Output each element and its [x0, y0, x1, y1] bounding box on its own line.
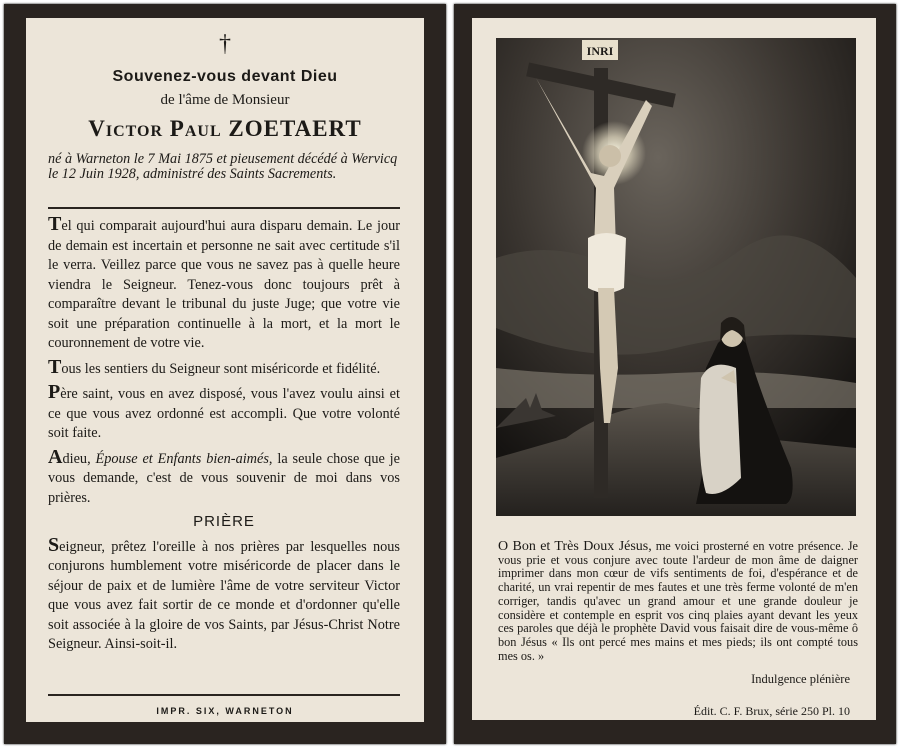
- deceased-first-names: Victor Paul: [88, 116, 222, 141]
- indulgence-note: Indulgence plénière: [751, 672, 850, 686]
- cross-icon: †: [219, 31, 231, 57]
- prayer-text: O Bon et Très Doux Jésus, me voici prosterné en votre présence. Je vous prie et vous conjure avec toute l'ardeur de mon âme de daigner imprimer dans mon cœur de vifs sentiments de foi, d'espérance et de charité, un vrai repentir de mes fautes et une très ferme volonté de m'en corriger, tandis qu'avec un grand amour et une grande douleur je considère et contemple en esprit vos cinq plaies ayant devant les yeux ces paroles que déjà le prophète David vous faisait dire de vous-même ô bon Jésus « Ils ont percé mes mains et mes pieds; ils ont compté tous mes os. »: [498, 539, 858, 663]
- paragraph: Père saint, vous en avez disposé, vous l'avez voulu ainsi et ce que vous avez ordonné est accompli. Que votre volonté soit faite.: [48, 381, 400, 441]
- prayer-lead: O Bon et Très Doux Jésus,: [498, 539, 652, 554]
- christ-head: [599, 145, 621, 167]
- drop-cap: T: [48, 355, 62, 378]
- inri-text: INRI: [586, 44, 614, 58]
- holy-card: [454, 4, 896, 744]
- holy-card-paper: [472, 18, 876, 720]
- divider: [48, 207, 400, 209]
- priere-title: PRIÈRE: [193, 513, 255, 530]
- divider: [48, 694, 400, 696]
- crucifixion-illustration: [496, 38, 856, 516]
- paragraph: Tel qui comparait aujourd'hui aura disparu demain. Le jour de demain est incertain et personne ne sait avec certitude s'il le verra. Veillez parce que vous ne savez pas à quelle heure viendra le Seigneur. Tenez-vous donc toujours prêt à comparaître devant le tribunal du juste Juge; que votre vie soit une préparation continuelle à la mort, et la mort le couronnement de votre vie.: [48, 213, 400, 351]
- memorial-subheading: de l'âme de Monsieur: [160, 92, 290, 108]
- paragraph: Tous les sentiers du Seigneur sont miséricorde et fidélité.: [48, 355, 381, 378]
- memorial-heading: Souvenez-vous devant Dieu: [112, 68, 338, 85]
- memorial-text: [48, 215, 400, 659]
- printer-credit: IMPR. SIX, WARNETON: [156, 706, 294, 716]
- drop-cap: T: [48, 213, 62, 235]
- drop-cap: A: [48, 445, 63, 468]
- deceased-surname: ZOETAERT: [228, 116, 362, 141]
- memorial-paper: [26, 18, 424, 722]
- drop-cap: P: [48, 381, 61, 403]
- edition-credit: Édit. C. F. Brux, série 250 Pl. 10: [693, 704, 850, 718]
- crucifixion-image: [496, 38, 856, 516]
- loincloth: [588, 233, 626, 293]
- drop-cap: S: [48, 533, 60, 556]
- priere-text: Seigneur, prêtez l'oreille à nos prières par lesquelles nous conjurons humblement votre miséricorde de placer dans le séjour de paix et de lumière l'âme de votre serviteur Victor que vous avez fait sortir de ce monde et d'ordonner qu'elle soit associée à la gloire de vos Saints, par Jésus-Christ Notre Seigneur. Ainsi-soit-il.: [48, 533, 400, 652]
- paragraph: Adieu, Épouse et Enfants bien-aimés, la seule chose que je vous demande, c'est de vous souvenir de moi dans vos prières.: [48, 445, 401, 506]
- deceased-name: [26, 116, 424, 142]
- memorial-card: [4, 4, 446, 744]
- birth-death-info: né à Warneton le 7 Mai 1875 et pieusement décédé à Wervicq le 12 Juin 1928, administré des Saints Sacrements.: [48, 151, 398, 182]
- mary-robe: [699, 365, 741, 494]
